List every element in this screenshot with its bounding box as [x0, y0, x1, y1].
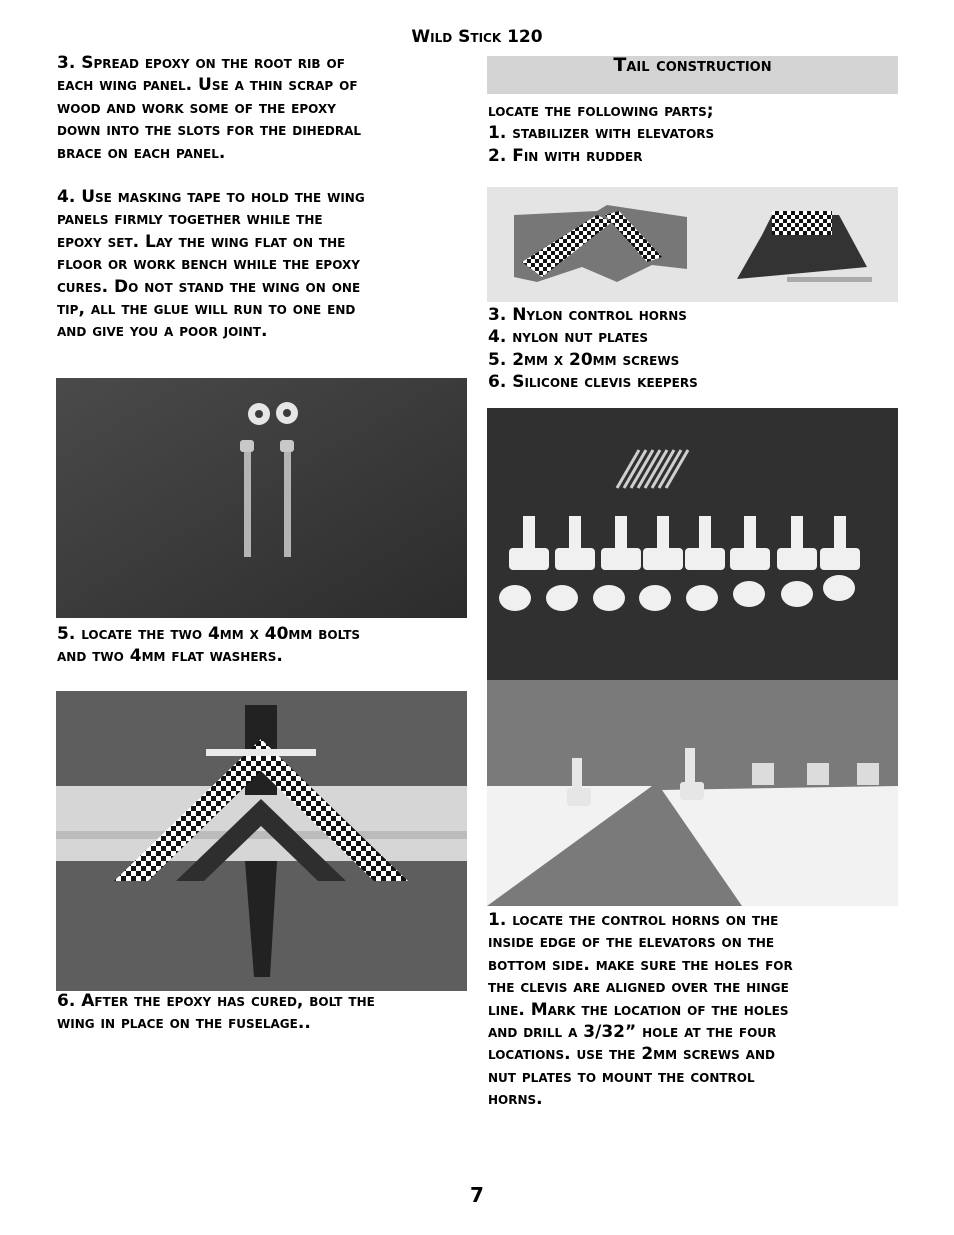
step-4-text: 4. Use masking tape to hold the wing panels firmly together while the epoxy set. Lay the wing flat on the floor or work bench while the epoxy cures. Do not stand the wing on one tip, all the glue will run to one end and give you a poor joint. — [57, 187, 365, 342]
wing-center-photo — [56, 691, 467, 991]
step-6-text: 6. After the epoxy has cured, bolt the wing in place on the fuselage.. — [57, 991, 375, 1034]
control-horns-photo — [487, 408, 898, 906]
parts-list-more: 3. Nylon control horns 4. nylon nut plates 5. 2mm x 20mm screws 6. Silicone clevis keepers — [488, 305, 698, 393]
page-number: 7 — [470, 1183, 484, 1207]
document-header: Wild Stick 120 — [411, 27, 543, 47]
step-5-text: 5. locate the two 4mm x 40mm bolts and two 4mm flat washers. — [57, 624, 361, 667]
bolts-washers-photo — [56, 378, 467, 618]
stabilizer-fin-photo — [487, 187, 898, 302]
parts-list-intro: locate the following parts; 1. stabilizer with elevators 2. Fin with rudder — [488, 101, 715, 166]
section-title-bar — [487, 56, 898, 94]
step-1-text: 1. locate the control horns on the inside edge of the elevators on the bottom side. make sure the holes for the clevis are aligned over the hinge line. Mark the location of the holes and drill a 3/32” hole at the four locations. use the 2mm screws and nut plates to mount the control horns. — [488, 910, 793, 1110]
section-title: Tail construction — [613, 54, 772, 76]
step-3-text: 3. Spread epoxy on the root rib of each wing panel. Use a thin scrap of wood and work some of the epoxy down into the slots for the dihedral brace on each panel. — [57, 53, 362, 163]
